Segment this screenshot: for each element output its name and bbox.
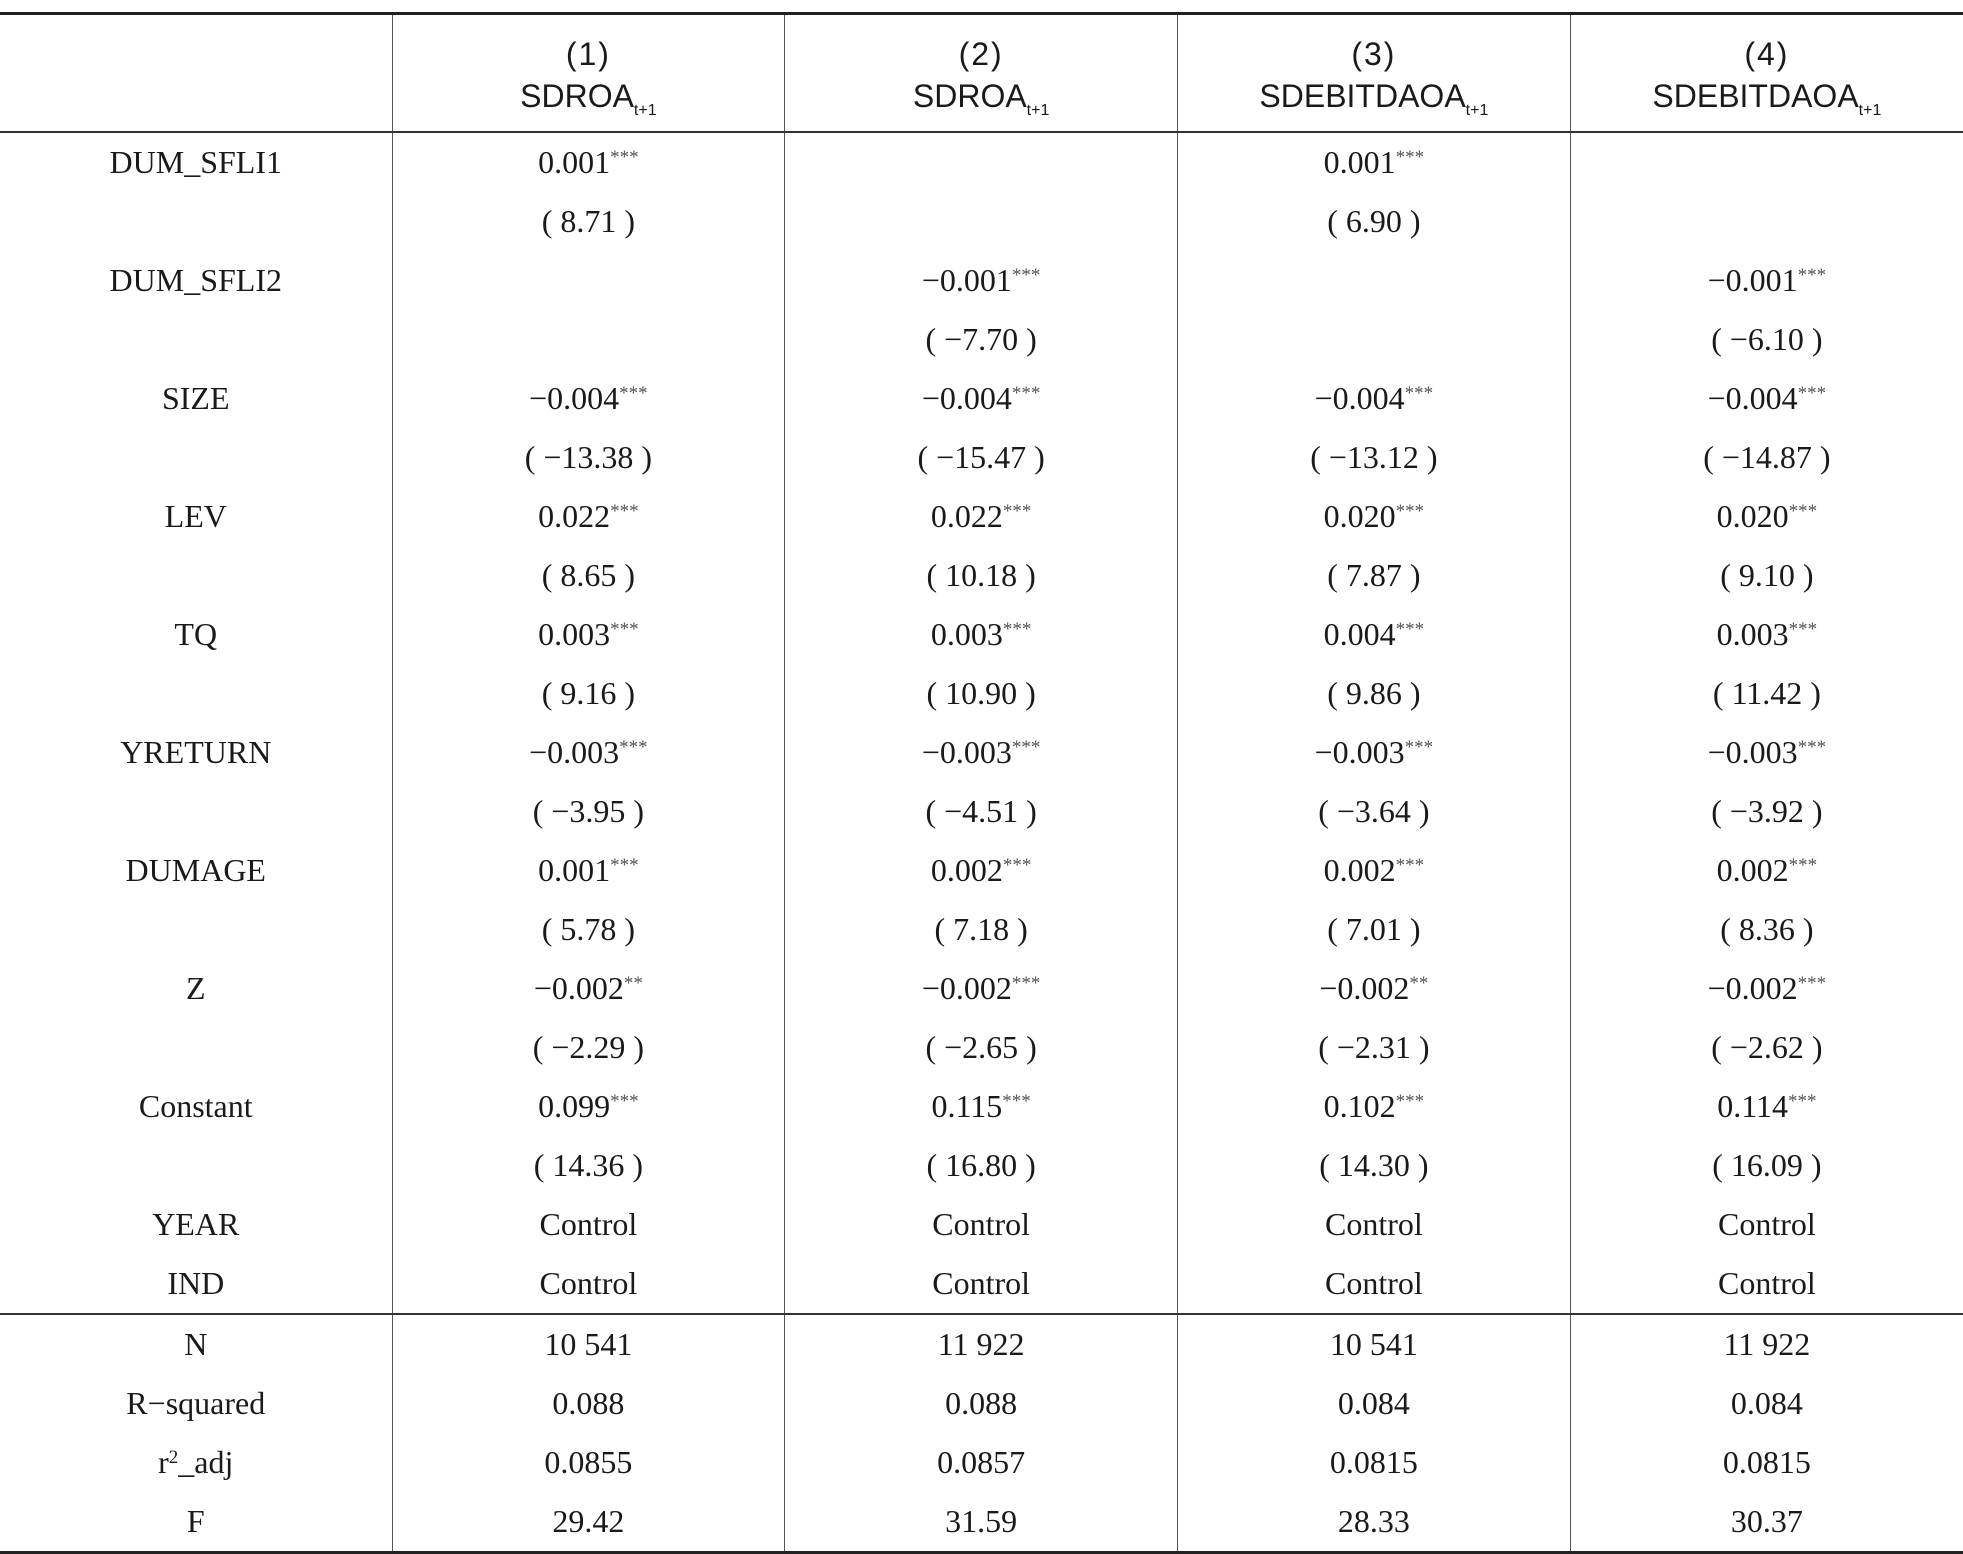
cell-value: 0.0815 [1329,1444,1418,1480]
significance-stars: *** [1797,737,1827,758]
cell-value: ( 8.71 ) [541,203,636,239]
row-label-text: R−squared [126,1385,266,1421]
table-row [0,1314,1963,1374]
table-cell [785,900,1178,959]
cell-value: ( −3.92 ) [1711,793,1823,829]
significance-stars: *** [1395,855,1425,876]
column-variable: $SDROA_{t+1}$ [520,78,657,119]
table-cell [392,192,785,251]
cell-value: ( −2.62 ) [1711,1029,1823,1065]
row-label [0,310,392,369]
cell-value: ( 11.42 ) [1712,675,1821,711]
table-body [0,132,1963,1553]
table-cell [392,546,785,605]
table-row [0,192,1963,251]
table-cell [392,487,785,546]
row-label [0,1374,392,1433]
table-cell [785,1195,1178,1254]
table-cell [392,1136,785,1195]
significance-stars: *** [1788,501,1818,522]
table-cell [1570,723,1963,782]
column-number: (4) [1744,36,1790,72]
table-cell [1570,841,1963,900]
cell-value: ( 7.87 ) [1327,557,1421,593]
cell-value: −0.003 [1314,734,1405,770]
significance-stars: *** [1797,383,1827,404]
cell-value: ( −14.87 ) [1703,439,1831,475]
table-cell [785,546,1178,605]
cell-value: −0.003 [921,734,1012,770]
table-row [0,1374,1963,1433]
significance-stars: *** [610,619,639,640]
table-row [0,723,1963,782]
cell-value: 10 541 [544,1326,633,1362]
table-cell [1570,1314,1963,1374]
table-cell [1178,1492,1571,1553]
table-cell [1178,251,1571,310]
cell-value: ( −15.47 ) [917,439,1045,475]
row-label [0,1136,392,1195]
table-cell [392,1195,785,1254]
table-cell [785,251,1178,310]
header-col-3 [1178,14,1571,133]
table-row [0,132,1963,192]
row-label [0,369,392,428]
table-row [0,1077,1963,1136]
table-row [0,1136,1963,1195]
cell-value: 0.003 [538,616,611,652]
table-cell [785,1018,1178,1077]
cell-value: ( 10.18 ) [926,557,1036,593]
row-label-text: Z [185,970,206,1006]
table-cell [1570,251,1963,310]
cell-value: ( −6.10 ) [1711,321,1823,357]
cell-value: 0.0815 [1722,1444,1811,1480]
table-cell [392,1077,785,1136]
significance-stars: *** [1788,855,1818,876]
table-cell [392,1492,785,1553]
table-cell [1570,900,1963,959]
regression-table-container [0,12,1963,1554]
cell-value: 0.020 [1716,498,1789,534]
significance-stars: *** [1011,265,1041,286]
significance-stars: *** [1011,737,1041,758]
table-row [0,1433,1963,1492]
cell-value: ( −3.64 ) [1318,793,1430,829]
table-cell [1178,959,1571,1018]
row-label [0,605,392,664]
cell-value: ( 5.78 ) [541,911,636,947]
table-cell [1570,428,1963,487]
cell-value: 0.099 [538,1088,611,1124]
table-cell [785,1492,1178,1553]
table-cell [1178,192,1571,251]
table-cell [1178,546,1571,605]
table-cell [392,1254,785,1314]
significance-stars: *** [1395,147,1425,168]
row-label-text: r [158,1444,169,1480]
cell-value: 29.42 [552,1503,625,1539]
cell-value: ( 8.36 ) [1720,911,1814,947]
row-label-text: N [184,1326,208,1362]
table-row [0,605,1963,664]
table-cell [1178,1374,1571,1433]
cell-value: 10 541 [1329,1326,1418,1362]
table-cell [1570,605,1963,664]
table-cell [785,192,1178,251]
cell-value: Control [1717,1265,1816,1301]
cell-value: 0.084 [1730,1385,1803,1421]
row-label [0,782,392,841]
cell-value: 0.002 [1323,852,1396,888]
cell-value: ( 9.86 ) [1327,675,1421,711]
cell-value: ( −2.31 ) [1318,1029,1430,1065]
table-cell [392,310,785,369]
row-label-text: SIZE [161,380,230,416]
table-cell [1178,369,1571,428]
table-row [0,900,1963,959]
significance-stars: *** [1395,1091,1425,1112]
table-cell [1178,1077,1571,1136]
cell-value: 0.114 [1717,1088,1789,1124]
cell-value: Control [1324,1206,1423,1242]
table-cell [785,664,1178,723]
table-cell [785,310,1178,369]
cell-value: −0.002 [1319,970,1410,1006]
table-cell [1178,1433,1571,1492]
row-label [0,1314,392,1374]
table-row [0,251,1963,310]
table-cell [392,1018,785,1077]
cell-value: 0.115 [931,1088,1003,1124]
cell-value: 0.022 [538,498,611,534]
cell-value: −0.003 [529,734,620,770]
table-row [0,1492,1963,1553]
row-label [0,132,392,192]
row-label-text: TQ [174,616,218,652]
table-cell [392,1314,785,1374]
table-cell [785,1254,1178,1314]
significance-stars: *** [1788,619,1818,640]
cell-value: 0.102 [1323,1088,1396,1124]
table-cell [1570,1374,1963,1433]
cell-value: Control [539,1206,638,1242]
table-row [0,487,1963,546]
cell-value: ( 16.80 ) [926,1147,1036,1183]
column-variable: $SDROA_{t+1}$ [912,78,1050,119]
cell-value: ( −2.29 ) [532,1029,645,1065]
cell-value: ( 14.30 ) [1319,1147,1429,1183]
cell-value: ( 14.36 ) [533,1147,644,1183]
table-cell [1178,1136,1571,1195]
column-number: (3) [1351,36,1397,72]
regression-table [0,12,1963,1554]
significance-stars: *** [610,1091,639,1112]
table-cell [1178,487,1571,546]
cell-value: 30.37 [1730,1503,1803,1539]
cell-value: 0.022 [930,498,1003,534]
table-cell [1570,192,1963,251]
cell-value: −0.002 [921,970,1012,1006]
table-cell [392,723,785,782]
cell-value: −0.004 [1707,380,1798,416]
table-cell [392,782,785,841]
table-cell [785,428,1178,487]
table-header [0,14,1963,133]
column-number: (2) [958,36,1004,72]
row-label [0,487,392,546]
cell-value: 31.59 [945,1503,1018,1539]
cell-value: ( 7.01 ) [1327,911,1421,947]
table-cell [785,841,1178,900]
table-cell [785,1077,1178,1136]
table-cell [392,1374,785,1433]
cell-value: ( −3.95 ) [532,793,645,829]
row-label-text: LEV [164,498,227,534]
table-row [0,782,1963,841]
cell-value: −0.004 [921,380,1012,416]
significance-stars: *** [610,147,639,168]
table-cell [1178,900,1571,959]
cell-value: Control [932,1265,1031,1301]
table-cell [785,723,1178,782]
table-cell [785,1314,1178,1374]
cell-value: ( 10.90 ) [926,675,1036,711]
significance-stars: *** [619,737,648,758]
significance-stars: ** [623,973,643,994]
row-label [0,1018,392,1077]
row-label [0,1492,392,1553]
table-cell [1570,1136,1963,1195]
significance-stars: *** [1797,265,1827,286]
table-cell [785,1433,1178,1492]
row-label-text: IND [167,1265,225,1301]
significance-stars: ** [1409,973,1429,994]
row-label-text: DUM_SFLI1 [109,144,282,180]
cell-value: −0.001 [1707,262,1798,298]
cell-value: −0.004 [1314,380,1405,416]
cell-value: −0.003 [1707,734,1798,770]
table-cell [1570,959,1963,1018]
cell-value: Control [1717,1206,1816,1242]
table-row [0,1254,1963,1314]
table-cell [785,1374,1178,1433]
row-label-text: YRETURN [120,734,272,770]
table-cell [785,782,1178,841]
significance-stars: *** [619,383,648,404]
cell-value: 28.33 [1337,1503,1410,1539]
cell-value: 0.0855 [544,1444,633,1480]
cell-value: Control [1324,1265,1423,1301]
table-cell [1178,664,1571,723]
table-row [0,959,1963,1018]
cell-value: 0.088 [552,1385,625,1421]
row-label [0,723,392,782]
row-label [0,192,392,251]
cell-value: 0.004 [1323,616,1396,652]
table-cell [785,959,1178,1018]
table-cell [785,487,1178,546]
cell-value: 0.002 [930,852,1003,888]
header-row [0,14,1963,133]
table-cell [1570,1195,1963,1254]
table-cell [1178,605,1571,664]
header-col-2 [785,14,1178,133]
header-blank-cell [0,14,392,133]
row-label [0,428,392,487]
row-label [0,959,392,1018]
row-label [0,900,392,959]
cell-value: ( 16.09 ) [1712,1147,1822,1183]
cell-value: 0.084 [1337,1385,1410,1421]
table-cell [1570,1018,1963,1077]
row-label [0,1077,392,1136]
table-row [0,841,1963,900]
cell-value: 0.003 [930,616,1003,652]
table-cell [1178,1314,1571,1374]
table-cell [1570,132,1963,192]
row-label [0,841,392,900]
table-cell [1178,428,1571,487]
table-cell [1178,1195,1571,1254]
significance-stars: *** [1404,383,1434,404]
table-cell [392,369,785,428]
cell-value: 11 922 [937,1326,1025,1362]
cell-value: ( −4.51 ) [925,793,1037,829]
significance-stars: *** [1002,855,1032,876]
table-cell [1570,1492,1963,1553]
cell-value: ( 6.90 ) [1327,203,1421,239]
cell-value: ( 8.65 ) [541,557,636,593]
significance-stars: *** [1404,737,1434,758]
table-cell [392,605,785,664]
cell-value: 0.002 [1716,852,1789,888]
table-cell [392,664,785,723]
significance-stars: *** [610,855,639,876]
row-label [0,1433,392,1492]
cell-value: 0.001 [538,144,611,180]
header-col-1 [392,14,785,133]
table-row [0,1018,1963,1077]
table-cell [1178,310,1571,369]
cell-value: −0.002 [1707,970,1798,1006]
row-label-text: Constant [138,1088,253,1124]
table-cell [392,428,785,487]
column-variable: $SDEBITDAOA_{t+1}$ [1652,78,1882,119]
cell-value: ( −13.12 ) [1310,439,1438,475]
table-cell [1570,546,1963,605]
cell-value: ( −7.70 ) [925,321,1037,357]
row-label-text: F [186,1503,205,1539]
significance-stars: *** [1395,619,1425,640]
table-cell [1178,841,1571,900]
cell-value: 0.003 [1716,616,1789,652]
table-cell [785,369,1178,428]
table-cell [1570,664,1963,723]
table-row [0,310,1963,369]
cell-value: 0.001 [538,852,611,888]
cell-value: 0.001 [1323,144,1396,180]
table-row [0,546,1963,605]
significance-stars: *** [1011,383,1041,404]
row-label-tail: _adj [178,1444,234,1480]
table-cell [1570,1254,1963,1314]
table-cell [1570,1433,1963,1492]
column-number: (1) [565,36,611,72]
table-cell [1570,782,1963,841]
row-label [0,251,392,310]
table-cell [1178,132,1571,192]
cell-value: 0.0857 [937,1444,1026,1480]
row-label-text: YEAR [152,1206,240,1242]
significance-stars: *** [1002,501,1032,522]
cell-value: ( −13.38 ) [524,439,653,475]
significance-stars: *** [1011,973,1041,994]
cell-value: ( 9.16 ) [541,675,636,711]
table-row [0,369,1963,428]
row-label-text: DUMAGE [125,852,266,888]
table-cell [392,900,785,959]
table-cell [1570,487,1963,546]
cell-value: 0.020 [1323,498,1396,534]
table-cell [785,1136,1178,1195]
row-label [0,1195,392,1254]
cell-value: 11 922 [1723,1326,1811,1362]
table-row [0,1195,1963,1254]
header-col-4 [1570,14,1963,133]
significance-stars: *** [1002,619,1032,640]
row-label [0,546,392,605]
cell-value: ( 7.18 ) [934,911,1028,947]
table-cell [392,959,785,1018]
cell-value: Control [539,1265,638,1301]
significance-stars: *** [1395,501,1425,522]
row-label-superscript: 2 [168,1447,179,1468]
significance-stars: *** [610,501,639,522]
table-cell [1570,310,1963,369]
table-cell [785,605,1178,664]
table-cell [392,1433,785,1492]
table-cell [1178,782,1571,841]
table-cell [1178,1254,1571,1314]
table-cell [392,841,785,900]
table-row [0,428,1963,487]
cell-value: Control [932,1206,1031,1242]
row-label [0,1254,392,1314]
cell-value: −0.004 [529,380,620,416]
table-cell [392,251,785,310]
table-cell [1178,723,1571,782]
significance-stars: *** [1788,1091,1817,1112]
cell-value: −0.002 [533,970,624,1006]
table-cell [1178,1018,1571,1077]
table-row [0,664,1963,723]
cell-value: 0.088 [945,1385,1018,1421]
significance-stars: *** [1797,973,1827,994]
column-variable: $SDEBITDAOA_{t+1}$ [1259,78,1489,119]
table-cell [1570,369,1963,428]
significance-stars: *** [1002,1091,1031,1112]
table-cell [392,132,785,192]
cell-value: ( 9.10 ) [1720,557,1814,593]
table-cell [785,132,1178,192]
cell-value: −0.001 [921,262,1012,298]
row-label-text: DUM_SFLI2 [109,262,282,298]
cell-value: ( −2.65 ) [925,1029,1037,1065]
table-cell [1570,1077,1963,1136]
row-label [0,664,392,723]
